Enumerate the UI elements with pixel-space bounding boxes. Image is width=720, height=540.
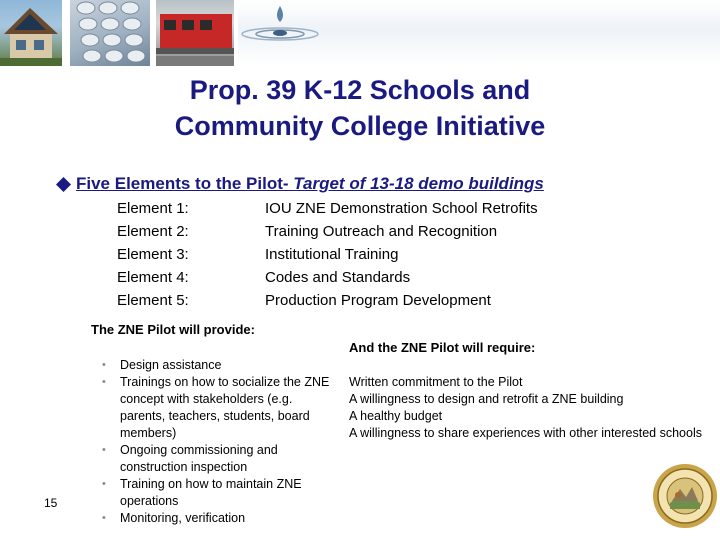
list-item: [100, 510, 335, 527]
provide-item: Training on how to maintain ZNE operations: [120, 477, 302, 508]
element-row: [0, 246, 720, 269]
require-heading: And the ZNE Pilot will require:: [349, 340, 536, 355]
main-bullet-plain: Five Elements to the Pilot-: [76, 174, 294, 193]
bullet-icon: •: [102, 376, 106, 388]
element-description: IOU ZNE Demonstration School Retrofits: [265, 200, 538, 217]
element-row: [0, 269, 720, 292]
provide-item: Trainings on how to socialize the ZNE concept with stakeholders (e.g. parents, teachers, students, board members): [120, 375, 330, 440]
main-bullet-italic: Target of 13-18 demo buildings: [293, 174, 544, 193]
list-item: [100, 357, 335, 374]
bullet-icon: •: [102, 359, 106, 371]
provide-item: Ongoing commissioning and construction inspection: [120, 443, 278, 474]
bullet-icon: •: [102, 444, 106, 456]
require-list: [349, 374, 714, 442]
element-description: Institutional Training: [265, 246, 399, 263]
house-solar-photo: [0, 0, 62, 66]
page-number: 15: [44, 496, 58, 510]
provide-item: Monitoring, verification: [120, 511, 246, 525]
provide-item: Design assistance: [120, 358, 222, 372]
element-label: Element 5:: [117, 292, 189, 309]
water-drop-photo: [238, 0, 720, 66]
require-item: Written commitment to the Pilot: [349, 375, 523, 389]
element-label: Element 1:: [117, 200, 189, 217]
diamond-bullet-icon: [56, 177, 71, 192]
require-item: A willingness to share experiences with other interested schools: [349, 426, 702, 440]
require-item: A willingness to design and retrofit a ZNE building: [349, 392, 624, 406]
list-item: [100, 374, 335, 442]
element-label: Element 2:: [117, 223, 189, 240]
element-row: [0, 200, 720, 223]
slide-title: [100, 72, 620, 144]
title-line-2: Community College Initiative: [174, 111, 546, 141]
require-item: A healthy budget: [349, 409, 443, 423]
train-photo: [156, 0, 234, 66]
element-label: Element 4:: [117, 269, 189, 286]
element-description: Production Program Development: [265, 292, 491, 309]
elements-list: [0, 200, 720, 315]
element-description: Codes and Standards: [265, 269, 411, 286]
element-description: Training Outreach and Recognition: [265, 223, 498, 240]
bullet-icon: •: [102, 478, 106, 490]
main-bullet: [56, 174, 696, 198]
provide-heading: The ZNE Pilot will provide:: [91, 322, 255, 337]
provide-list: [100, 357, 335, 527]
title-line-1: Prop. 39 K-12 Schools and: [189, 75, 531, 105]
element-row: [0, 292, 720, 315]
list-item: [100, 442, 335, 476]
bullet-icon: •: [102, 512, 106, 524]
header-banner: [0, 0, 720, 66]
element-row: [0, 223, 720, 246]
keypad-photo: [70, 0, 150, 66]
list-item: [100, 476, 335, 510]
main-bullet-text: [76, 174, 544, 194]
element-label: Element 3:: [117, 246, 189, 263]
state-seal-icon: [652, 463, 718, 529]
